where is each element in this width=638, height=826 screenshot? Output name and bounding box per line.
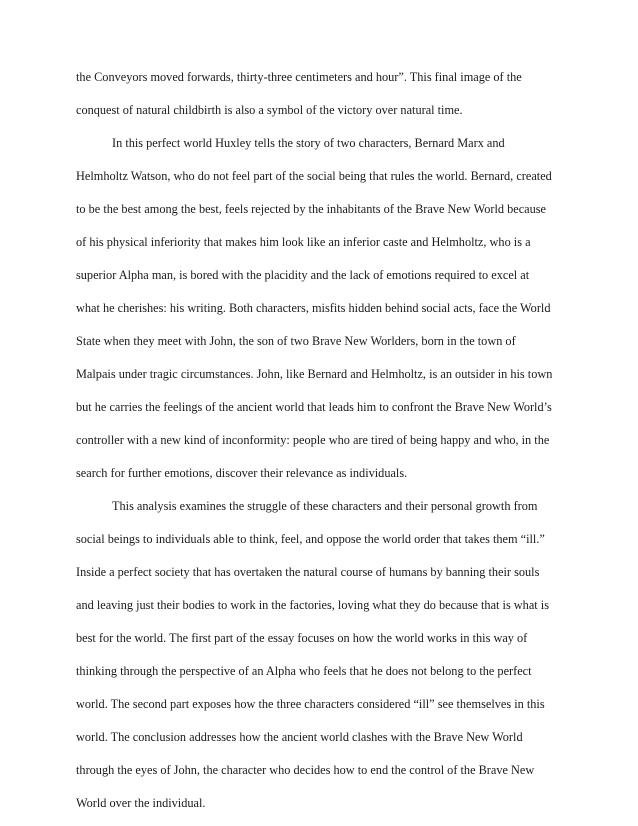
paragraph-3-line-9: through the eyes of John, the character who decides how to end the control of the Brave New (76, 763, 535, 777)
paragraph-3-line-3: Inside a perfect society that has overtaken the natural course of humans by banning their souls (76, 565, 540, 579)
paragraph-3-line-10: World over the individual. (76, 796, 206, 810)
paragraph-2-line-1: In this perfect world Huxley tells the story of two characters, Bernard Marx and (112, 136, 505, 150)
paragraph-2-line-7: State when they meet with John, the son of two Brave New Worlders, born in the town of (76, 334, 516, 348)
paragraph-2-line-6: what he cherishes: his writing. Both characters, misfits hidden behind social acts, face the World (76, 301, 551, 315)
paragraph-2-line-5: superior Alpha man, is bored with the placidity and the lack of emotions required to excel at (76, 268, 530, 282)
paragraph-2-line-8: Malpais under tragic circumstances. John, like Bernard and Helmholtz, is an outsider in his town (76, 367, 553, 381)
paragraph-2-line-11: search for further emotions, discover their relevance as individuals. (76, 466, 408, 480)
paragraph-2-line-4: of his physical inferiority that makes him look like an inferior caste and Helmholtz, who is a (76, 235, 531, 249)
paragraph-3-line-5: best for the world. The first part of the essay focuses on how the world works in this way of (76, 631, 528, 645)
paragraph-3-line-1: This analysis examines the struggle of these characters and their personal growth from (112, 499, 538, 513)
paragraph-2-line-9: but he carries the feelings of the ancient world that leads him to confront the Brave New World’s (76, 400, 552, 414)
paragraph-3-line-4: and leaving just their bodies to work in the factories, loving what they do because that is what is (76, 598, 549, 612)
paragraph-2-line-3: to be the best among the best, feels rejected by the inhabitants of the Brave New World because (76, 202, 547, 216)
paragraph-2-line-2: Helmholtz Watson, who do not feel part of the social being that rules the world. Bernard, created (76, 169, 552, 183)
paragraph-3-line-2: social beings to individuals able to think, feel, and oppose the world order that takes them “ill.” (76, 532, 545, 546)
paragraph-3-line-6: thinking through the perspective of an Alpha who feels that he does not belong to the perfect (76, 664, 532, 678)
paragraph-3-line-8: world. The conclusion addresses how the ancient world clashes with the Brave New World (76, 730, 523, 744)
paragraph-2-line-10: controller with a new kind of inconformity: people who are tired of being happy and who, in the (76, 433, 550, 447)
paragraph-1-line-2: conquest of natural childbirth is also a symbol of the victory over natural time. (76, 103, 463, 117)
paragraph-3-line-7: world. The second part exposes how the three characters considered “ill” see themselves in this (76, 697, 545, 711)
paragraph-1-line-1: the Conveyors moved forwards, thirty-three centimeters and hour”. This final image of the (76, 70, 522, 84)
